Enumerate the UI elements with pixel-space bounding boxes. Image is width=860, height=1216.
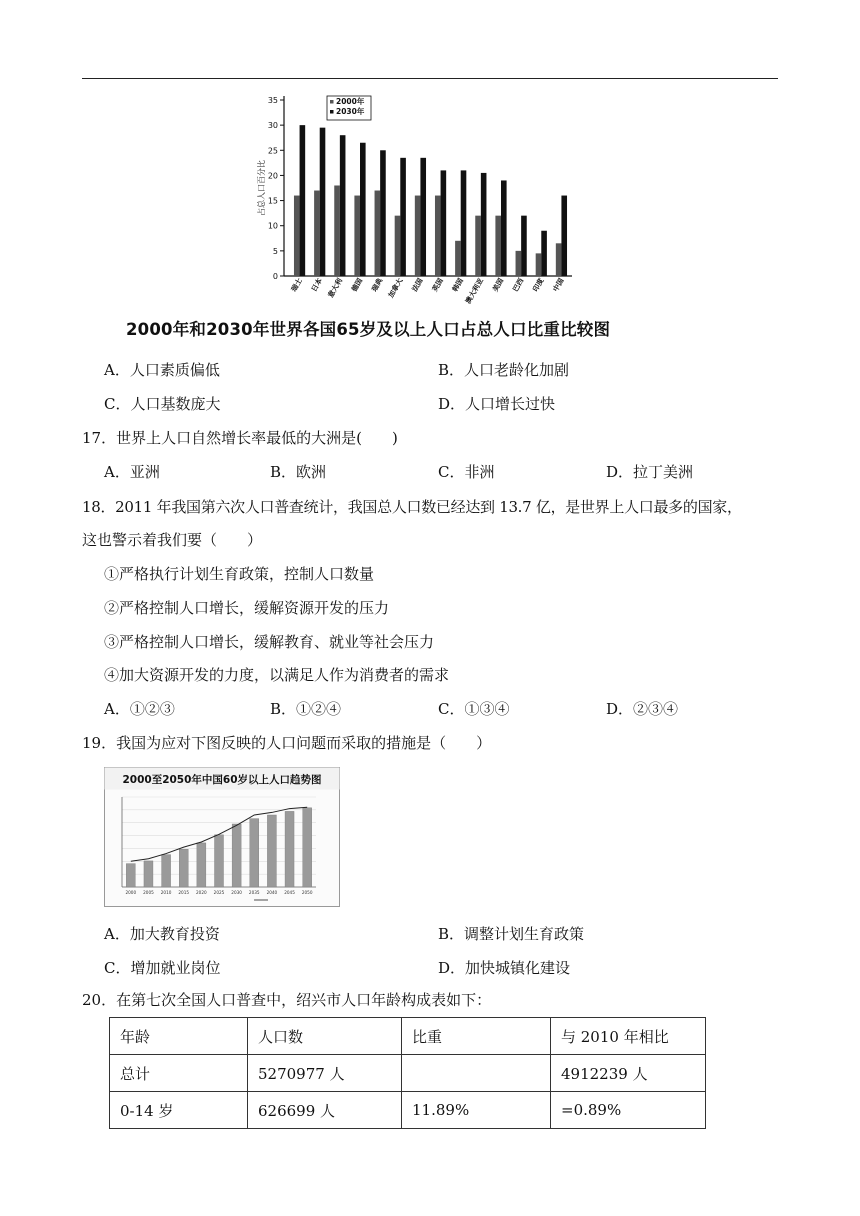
bar-2000 xyxy=(354,196,360,276)
table-row xyxy=(110,1055,706,1092)
x-tick-label: 澳大利亚 xyxy=(464,277,486,306)
bar-2000 xyxy=(495,216,501,276)
bar-2000 xyxy=(556,243,562,276)
table-cell: 0-14 岁 xyxy=(110,1092,248,1129)
bar-2030 xyxy=(481,173,487,276)
bar-elderly xyxy=(179,849,188,887)
y-tick-label: 0 xyxy=(272,272,278,281)
q17-option-d: D．拉丁美洲 xyxy=(606,463,694,481)
x-tick-label: 印度 xyxy=(531,277,546,294)
bar-2030 xyxy=(320,128,326,276)
header-rule xyxy=(82,78,778,79)
legend-swatch xyxy=(330,100,334,104)
q19-stem: 19．我国为应对下图反映的人口问题而采取的措施是（ ） xyxy=(82,734,492,752)
table-header-row xyxy=(110,1018,706,1055)
q17-option-c: C．非洲 xyxy=(438,463,495,481)
bar-2000 xyxy=(334,185,340,276)
legend-swatch xyxy=(330,110,334,114)
y-tick-label: 10 xyxy=(267,221,278,231)
q18-item-1: ①严格执行计划生育政策，控制人口数量 xyxy=(104,565,375,583)
bar-elderly xyxy=(197,843,206,887)
table-cell: 4912239 人 xyxy=(551,1055,706,1092)
table-cell: 5270977 人 xyxy=(248,1055,402,1092)
bar-elderly xyxy=(126,864,135,887)
bar-elderly xyxy=(215,835,224,887)
y-tick-label: 25 xyxy=(267,146,278,156)
q19-option-d: D．加快城镇化建设 xyxy=(438,959,571,977)
x-tick-label: 2035 xyxy=(248,890,260,895)
q16-option-c: C．人口基数庞大 xyxy=(104,395,221,413)
bar-elderly xyxy=(144,861,153,887)
q18-option-c: C．①③④ xyxy=(438,700,510,718)
table-cell: 11.89% xyxy=(402,1092,551,1129)
bar-elderly xyxy=(303,808,312,887)
bar-2030 xyxy=(300,125,306,276)
bar-2000 xyxy=(536,253,542,276)
x-tick-label: 2010 xyxy=(160,890,172,895)
y-tick-label: 5 xyxy=(272,246,278,256)
bar-2000 xyxy=(294,196,300,276)
y-tick-label: 30 xyxy=(267,121,278,131)
q16-option-d: D．人口增长过快 xyxy=(438,395,556,413)
x-tick-label: 瑞士 xyxy=(289,277,304,294)
bar-2030 xyxy=(400,158,406,276)
y-tick-label: 15 xyxy=(267,196,278,206)
x-tick-label: 日本 xyxy=(310,277,324,294)
table-cell: 626699 人 xyxy=(248,1092,402,1129)
table-header-cell: 比重 xyxy=(402,1018,551,1055)
x-tick-label: 意大利 xyxy=(326,277,345,300)
x-tick-label: 2000 xyxy=(125,890,137,895)
q18-item-3: ③严格控制人口增长，缓解教育、就业等社会压力 xyxy=(104,633,435,651)
chart1-caption: 2000年和2030年世界各国65岁及以上人口占总人口比重比较图 xyxy=(126,320,611,339)
table-cell: =0.89% xyxy=(551,1092,706,1129)
q16-option-b: B．人口老龄化加剧 xyxy=(438,361,570,379)
bar-2000 xyxy=(455,241,461,276)
y-tick-label: 35 xyxy=(267,96,278,105)
bar-2030 xyxy=(340,135,346,276)
bar-2000 xyxy=(375,191,381,276)
q18-stem-line2: 这也警示着我们要（ ） xyxy=(82,531,263,549)
q18-option-a: A．①②③ xyxy=(104,700,175,718)
bar-2000 xyxy=(395,216,401,276)
age-structure-table xyxy=(109,1017,706,1129)
table-cell: 总计 xyxy=(110,1055,248,1092)
x-tick-label: 中国 xyxy=(551,277,566,294)
bar-elderly xyxy=(162,855,171,887)
bar-2000 xyxy=(516,251,522,276)
bar-2030 xyxy=(541,231,547,276)
x-tick-label: 德国 xyxy=(350,277,365,294)
bar-2030 xyxy=(521,216,527,276)
x-tick-label: 加拿大 xyxy=(387,277,405,300)
bar-2000 xyxy=(435,196,441,276)
bar-elderly xyxy=(285,811,294,887)
bar-2030 xyxy=(441,170,447,276)
q17-option-a: A．亚洲 xyxy=(104,463,160,481)
elderly-trend-chart xyxy=(104,767,340,907)
bar-elderly xyxy=(267,815,276,887)
x-tick-label: 2020 xyxy=(196,890,207,895)
x-tick-label: 2045 xyxy=(284,890,295,895)
x-tick-label: 法国 xyxy=(410,277,425,294)
x-tick-label: 2040 xyxy=(266,890,278,895)
x-tick-label: 2005 xyxy=(143,890,154,895)
q18-stem-line1: 18．2011 年我国第六次人口普查统计，我国总人口数已经达到 13.7 亿，是世界上人口最多的国家， xyxy=(82,498,742,516)
y-tick-label: 20 xyxy=(267,171,278,181)
q18-item-4: ④加大资源开发的力度，以满足人作为消费者的需求 xyxy=(104,666,450,684)
table-header-cell: 人口数 xyxy=(248,1018,402,1055)
q18-option-b: B．①②④ xyxy=(270,700,342,718)
x-tick-label: 韩国 xyxy=(451,277,465,294)
x-tick-label: 2015 xyxy=(178,890,190,895)
legend-label: 2030年 xyxy=(336,107,365,116)
q17-stem: 17．世界上人口自然增长率最低的大洲是( ) xyxy=(82,429,398,447)
table-cell xyxy=(402,1055,551,1092)
bar-2000 xyxy=(475,216,481,276)
q20-stem: 20．在第七次全国人口普查中，绍兴市人口年龄构成表如下： xyxy=(82,991,492,1009)
bar-elderly xyxy=(232,824,241,887)
table-header-cell: 年龄 xyxy=(110,1018,248,1055)
y-axis-label: 占总人口百分比 xyxy=(257,160,266,216)
q19-option-c: C．增加就业岗位 xyxy=(104,959,221,977)
x-tick-label: 瑞典 xyxy=(370,277,385,294)
chart-title: 2000至2050年中国60岁以上人口趋势图 xyxy=(122,774,322,786)
bar-2000 xyxy=(314,191,320,276)
bar-2030 xyxy=(501,180,507,276)
x-tick-label: 美国 xyxy=(491,277,506,294)
q18-option-d: D．②③④ xyxy=(606,700,679,718)
bar-2030 xyxy=(561,196,567,276)
bar-elderly xyxy=(250,819,259,887)
legend-label: 2000年 xyxy=(336,97,365,106)
q19-option-b: B．调整计划生育政策 xyxy=(438,925,585,943)
bar-2030 xyxy=(380,150,386,276)
population-aging-bar-chart xyxy=(250,86,610,312)
q17-option-b: B．欧洲 xyxy=(270,463,327,481)
bar-2030 xyxy=(420,158,426,276)
x-tick-label: 2030 xyxy=(231,890,242,895)
bar-2030 xyxy=(461,170,467,276)
table-row xyxy=(110,1092,706,1129)
x-tick-label: 英国 xyxy=(430,277,445,294)
bar-2030 xyxy=(360,143,366,276)
q16-option-a: A．人口素质偏低 xyxy=(104,361,220,379)
x-tick-label: 巴西 xyxy=(511,277,526,294)
x-tick-label: 2050 xyxy=(301,890,313,895)
bar-2000 xyxy=(415,196,421,276)
x-tick-label: 2025 xyxy=(213,890,225,895)
table-header-cell: 与 2010 年相比 xyxy=(551,1018,706,1055)
q18-item-2: ②严格控制人口增长，缓解资源开发的压力 xyxy=(104,599,390,617)
q19-option-a: A．加大教育投资 xyxy=(104,925,220,943)
